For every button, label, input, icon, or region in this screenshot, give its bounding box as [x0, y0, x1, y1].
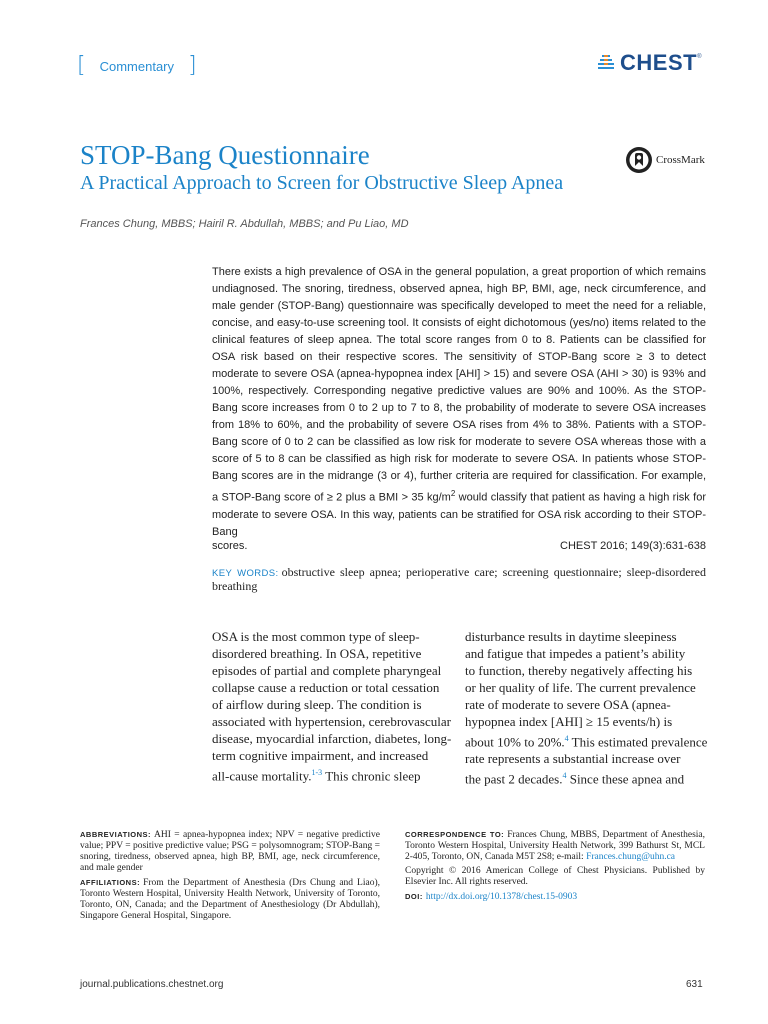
page-number: 631 [686, 979, 703, 990]
body-line: to function, thereby negatively affecting his [465, 663, 693, 678]
body-line: associated with hypertension, cerebrovascular [212, 714, 451, 729]
body-line: OSA is the most common type of sleep- [212, 629, 420, 644]
body-line: and fatigue that impedes a patient’s ability [465, 646, 686, 661]
body-text: This estimated prevalence [568, 734, 708, 750]
correspondence-note [405, 829, 705, 863]
reference-link[interactable]: 4 [562, 771, 567, 781]
body-line: hypopnea index [AHI] ≥ 15 events/h) is [465, 714, 673, 729]
crossmark-label: CrossMark [656, 154, 705, 166]
crossmark-badge[interactable] [625, 146, 705, 174]
right-bracket: ] [188, 53, 197, 78]
journal-citation: CHEST 2016; 149(3):631-638 [560, 540, 706, 552]
abstract-text-end: would classify that patient as having a high risk for moderate to severe OSA. In this way, patients can be stratified for OSA risk according to their STOP-Bang [212, 491, 706, 538]
email-link[interactable]: Frances.chung@uhn.ca [586, 852, 676, 862]
affiliations-text: From the Department of Anesthesia (Drs Chung and Liao), Toronto Western Hospital, University Health Network, University of Toronto, Toronto, ON, Canada; and the Department of Anesthesiology (Dr Abdullah), Singapore General Hospital, Singapore. [80, 878, 380, 921]
doi-link[interactable]: http://dx.doi.org/10.1378/chest.15-0903 [425, 892, 578, 902]
reference-link[interactable]: 4 [564, 734, 569, 743]
abbreviations-note [80, 829, 380, 874]
body-line: rate of moderate to severe OSA (apnea- [465, 697, 671, 712]
body-line: rate represents a substantial increase over [465, 751, 681, 767]
abbreviations-text: AHI = apnea-hypopnea index; NPV = negative predictive value; PPV = positive predictive value; PSG = polysomnogram; STOP-Bang = snoring, tiredness, observed apnea, high BP, BMI, age, neck circumference, and male gender [80, 830, 380, 873]
body-line: disturbance results in daytime sleepiness [465, 629, 677, 644]
body-line: disordered breathing. In OSA, repetitive [212, 646, 422, 661]
doi-note [405, 891, 705, 903]
keywords-label: KEY WORDS: [212, 568, 279, 579]
body-line: or her quality of life. The current prevalence [465, 680, 696, 695]
crossmark-icon [625, 146, 653, 174]
article-title: STOP-Bang Questionnaire [80, 140, 370, 170]
left-bracket: [ [77, 53, 86, 78]
affiliations-label: AFFILIATIONS: [80, 878, 141, 887]
body-text: the past 2 decades. [465, 771, 563, 787]
body-line: of airflow during sleep. The condition is [212, 697, 422, 712]
abstract-citation-line [212, 538, 706, 555]
reference-link[interactable]: 1-3 [311, 768, 323, 777]
body-line [212, 764, 454, 784]
chest-logo-text: CHEST [620, 50, 698, 75]
copyright-note: Copyright © 2016 American College of Chest Physicians. Published by Elsevier Inc. All rights reserved. [405, 866, 705, 887]
abstract [212, 264, 706, 541]
correspondence-text: Frances Chung, MBBS, Department of Anesthesia, Toronto Western Hospital, University Health Network, 399 Bathurst St, MCL 2-405, Toronto, ON, Canada M5T 2S8; e-mail: [405, 830, 705, 862]
body-line: episodes of partial and complete pharyngeal [212, 663, 442, 678]
journal-url[interactable]: journal.publications.chestnet.org [80, 979, 224, 990]
body-column-right [465, 628, 707, 788]
abbreviations-label: ABBREVIATIONS: [80, 830, 152, 839]
section-tag [77, 54, 197, 78]
chest-lungs-icon [596, 53, 616, 73]
body-text: all-cause mortality. [212, 768, 312, 784]
superscript: 2 [450, 489, 456, 498]
correspondence-label: CORRESPONDENCE TO: [405, 830, 505, 839]
body-text: about 10% to 20%. [465, 734, 565, 750]
chest-logo[interactable] [596, 50, 701, 76]
article-subtitle: A Practical Approach to Screen for Obstructive Sleep Apnea [80, 172, 564, 194]
body-text: Since these apnea and [566, 771, 685, 787]
abstract-last-word: scores. [212, 540, 248, 552]
body-column-left [212, 628, 454, 784]
trademark-symbol: ® [697, 54, 702, 60]
author-list: Frances Chung, MBBS; Hairil R. Abdullah, MBBS; and Pu Liao, MD [80, 218, 409, 230]
section-label: Commentary [99, 58, 175, 74]
body-line: term cognitive impairment, and increased [212, 748, 429, 763]
keywords-text: obstructive sleep apnea; perioperative care; screening questionnaire; sleep-disordered breathing [212, 565, 707, 593]
body-line: disease, myocardial infarction, diabetes, long- [212, 731, 452, 746]
abstract-text: There exists a high prevalence of OSA in the general population, a great proportion of which remains undiagnosed. The snoring, tiredness, observed apnea, high BP, BMI, age, neck circumference, and male gender (STOP-Bang) questionnaire was specifically developed to meet the need for a reliable, concise, and easy-to-use screening tool. It consists of eight dichotomous (yes/no) items related to the clinical features of sleep apnea. The total score ranges from 0 to 8. Patients can be classified for OSA risk based on their respective scores. The sensitivity of STOP-Bang score ≥ 3 to detect moderate to severe OSA (apnea-hypopnea index [AHI] > 15) and severe OSA (AHI > 30) is 93% and 100%, respectively. Corresponding negative predictive values are 90% and 100%. As the STOP-Bang score increases from 0 to 2 up to 7 to 8, the probability of moderate to severe OSA increases from 18% to 60%, and the probability of severe OSA rises from 4% to 38%. Patients with a STOP-Bang score of 0 to 2 can be classified as low risk for moderate to severe OSA whereas those with a score of 5 to 8 can be classified as high risk for moderate to severe OSA. In patients whose STOP-Bang scores are in the midrange (3 or 4), further criteria are required for classification. For example, a STOP-Bang score of ≥ 2 plus a BMI > 35 kg/m [212, 266, 706, 504]
body-text: This chronic sleep [322, 768, 421, 784]
footnotes-left [80, 829, 380, 925]
body-line [465, 767, 707, 787]
doi-label: DOI: [405, 892, 423, 901]
body-line [465, 730, 707, 750]
footnotes-right [405, 829, 705, 906]
affiliations-note [80, 877, 380, 922]
keywords [212, 566, 706, 593]
body-line: collapse cause a reduction or total cessation [212, 680, 440, 695]
